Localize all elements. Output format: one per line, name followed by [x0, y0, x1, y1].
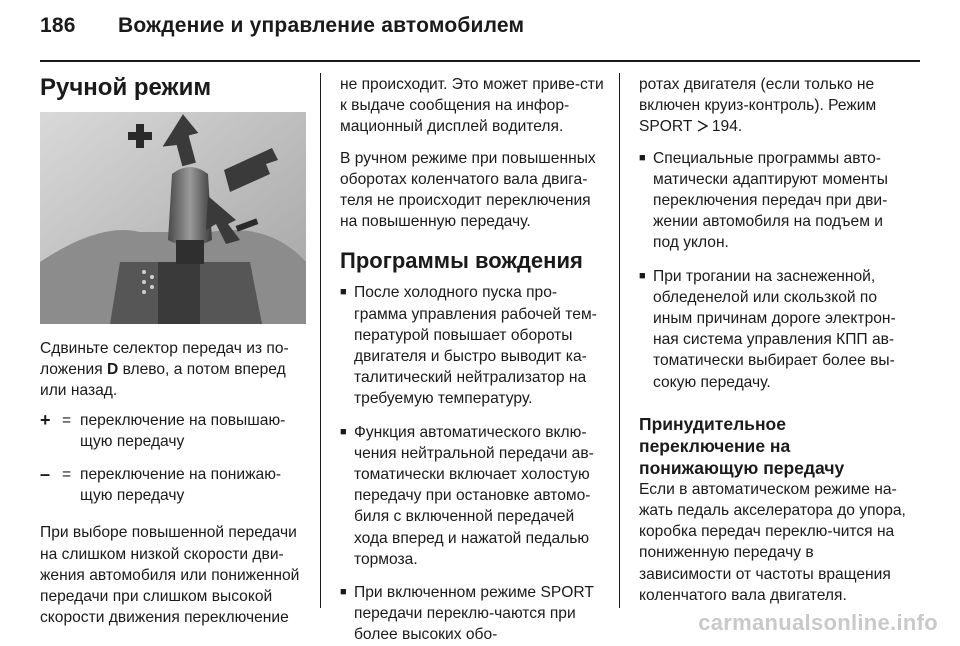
bullet-icon: ■ — [340, 286, 347, 299]
gear-selector-illustration — [40, 112, 306, 324]
bullet-icon: ■ — [340, 425, 347, 438]
gear-position-d: D — [106, 361, 119, 379]
column-right — [639, 74, 909, 606]
bullet-icon: ■ — [639, 151, 646, 164]
watermark: carmanualsonline.info — [698, 610, 938, 635]
column-middle — [340, 74, 606, 646]
bullet-icon: ■ — [340, 586, 347, 599]
page-ref-arrow-icon — [697, 120, 708, 132]
list-item: ■ Функция автоматического вклю-чения нейтральной передачи ав-томатически включает холостую передачу при остановке автомо-биля с включенной передачей хода вперед и нажатой педалью тормоза. — [340, 422, 606, 570]
bullet-icon: ■ — [639, 269, 646, 282]
body-paragraph: В ручном режиме при повышенных оборотах коленчатого вала двига-теля не происходит переключения на повышенную передачу. — [340, 149, 596, 231]
body-paragraph: не происходит. Это может приве-сти к выдаче сообщения на инфор-мационный дисплей водителя. — [340, 76, 604, 136]
body-paragraph: ротах двигателя (если только не включен круиз-контроль). Режим SPORT 194. — [639, 76, 877, 136]
body-paragraph: При выборе повышенной передачи на слишком низкой скорости дви-жения автомобиля или пониженной передачи при слишком высокой скорости движения переключение — [40, 524, 300, 627]
list-item: ■ При включенном режиме SPORT передачи переклю-чаются при более высоких обо- — [340, 582, 606, 646]
page-section-title: Вождение и управление автомобилем — [118, 14, 525, 37]
page-number: 186 — [40, 14, 76, 37]
column-divider — [619, 73, 620, 608]
body-paragraph: Если в автоматическом режиме на-жать педаль акселератора до упора, коробка передач переклю-чится на пониженную передачу в зависимости от частоты вращения коленчатого вала двигателя. — [639, 480, 906, 604]
column-divider — [320, 73, 321, 608]
section-heading: Программы вождения — [340, 248, 583, 274]
definition-upshift: + = переключение на повышаю-щую передачу — [40, 410, 306, 452]
list-item: ■ После холодного пуска про-грамма управления рабочей тем-пературой повышает обороты двигателя и быстро выводит ка-талитический нейтрализатор на требуемую температуру. — [340, 282, 606, 409]
list-item: ■ Специальные программы авто-матически адаптируют моменты переключения передач при дви-жении автомобиля на подъем и под уклон. — [639, 148, 909, 254]
intro-paragraph: Сдвиньте селектор передач из по-ложения D влево, а потом вперед или назад. — [40, 340, 289, 400]
minus-symbol: – — [40, 464, 51, 485]
section-heading: Принудительное переключение на понижающую передачу — [639, 413, 845, 478]
section-heading: Ручной режим — [40, 74, 212, 101]
definition-downshift: – = переключение на понижаю-щую передачу — [40, 464, 306, 506]
list-item: ■ При трогании на заснеженной, обледенелой или скользкой по иным причинам дороге электрон-ная система управления КПП ав-томатически выбирает более вы-сокую передачу. — [639, 266, 909, 393]
page-header — [40, 14, 524, 38]
column-left — [40, 74, 306, 628]
plus-symbol: + — [40, 409, 51, 430]
page-reference-link: 194. — [711, 118, 743, 136]
header-rule — [40, 60, 920, 62]
